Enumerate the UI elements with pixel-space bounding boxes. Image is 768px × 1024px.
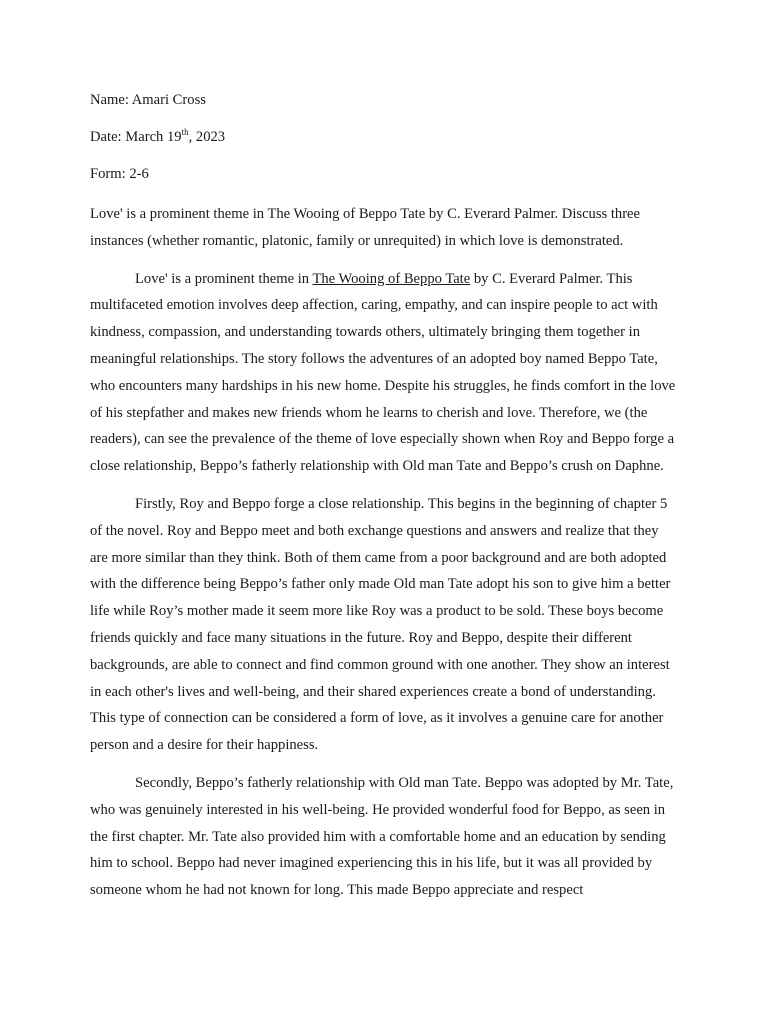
date-text: Date: March 19 <box>90 129 182 145</box>
body-paragraph-1: Firstly, Roy and Beppo forge a close relationship. This begins in the beginning of chapter 5 of the novel. Roy and Beppo meet and both exchange questions and answers and realize that they are more similar than they think. Both of them came from a poor background and are both adopted with the difference being Beppo’s father only made Old man Tate adopt his son to give him a better life while Roy’s mother made it seem more like Roy was a product to be sold. These boys become friends quickly and face many situations in the future. Roy and Beppo, despite their different backgrounds, are able to connect and find common ground with one another. They show an interest in each other's lives and well-being, and their shared experiences create a bond of understanding. This type of connection can be considered a form of love, as it involves a genuine care for another person and a desire for their happiness. <box>90 495 671 754</box>
date-ordinal-suffix: th <box>181 127 189 137</box>
body-paragraph-2: Secondly, Beppo’s fatherly relationship with Old man Tate. Beppo was adopted by Mr. Tate, who was genuinely interested in his well-being. He provided wonderful food for Beppo, as seen in the first chapter. Mr. Tate also provided him with a comfortable home and an education by sending him to school. Beppo had never imagined experiencing this in his life, but it was all provided by someone whom he had not known for long. This made Beppo appreciate and respect <box>90 774 674 899</box>
document-page <box>90 90 680 904</box>
intro-paragraph <box>90 266 680 480</box>
student-form: Form: 2-6 <box>90 166 149 182</box>
submission-date <box>90 127 680 147</box>
book-title: The Wooing of Beppo Tate <box>312 270 471 287</box>
date-year: , 2023 <box>188 129 226 145</box>
essay-prompt: Love' is a prominent theme in The Wooing of Beppo Tate by C. Everard Palmer. Discuss three instances (whether romantic, platonic, family or unrequited) in which love is demonstrated. <box>90 206 641 249</box>
student-name: Name: Amari Cross <box>90 92 206 108</box>
intro-text-start: Love' is a prominent theme in <box>135 270 313 287</box>
intro-text-rest: by C. Everard Palmer. This multifaceted emotion involves deep affection, caring, empathy, and can inspire people to act with kindness, compassion, and understanding towards others, ultimately bringing them together in meaningful relationships. The story follows the adventures of an adopted boy named Beppo Tate, who encounters many hardships in his new home. Despite his struggles, he finds comfort in the love of his stepfather and makes new friends whom he learns to cherish and love. Therefore, we (the readers), can see the prevalence of the theme of love especially shown when Roy and Beppo forge a close relationship, Beppo’s fatherly relationship with Old man Tate and Beppo’s crush on Daphne. <box>90 270 676 475</box>
